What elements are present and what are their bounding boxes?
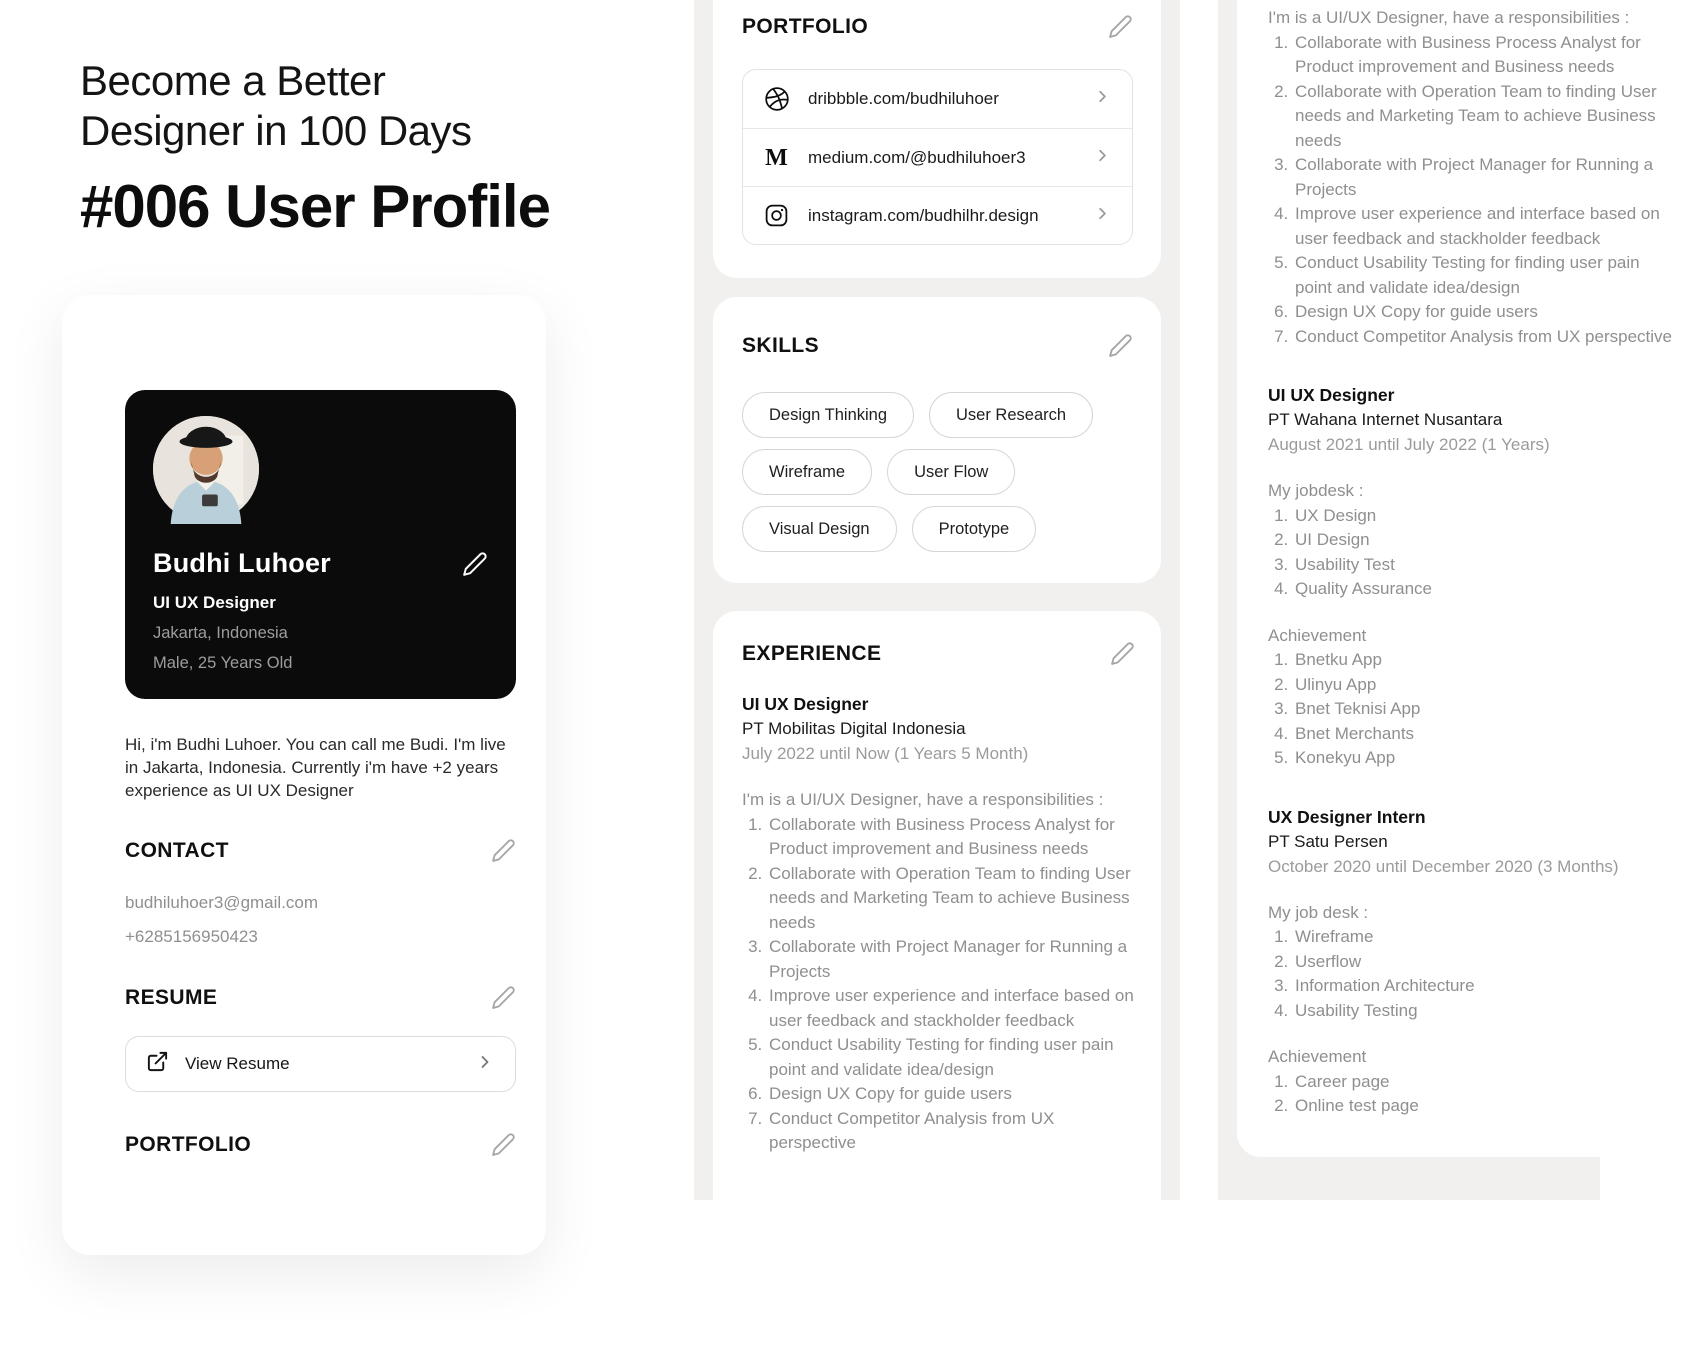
list-item: 1. Bnetku App	[1293, 648, 1677, 673]
list-item: 5. Conduct Usability Testing for finding user pain point and validate idea/design	[1293, 251, 1677, 300]
list-item: 2. Collaborate with Operation Team to finding User needs and Marketing Team to achieve Business needs	[1293, 80, 1677, 154]
skills-pill-list	[742, 392, 1134, 552]
achievement-label: Achievement	[1268, 1047, 1367, 1066]
skill-pill: Design Thinking	[742, 392, 914, 438]
medium-icon: M	[765, 144, 788, 171]
portfolio-link-url: medium.com/@budhiluhoer3	[808, 147, 1026, 167]
instagram-icon	[763, 203, 790, 228]
list-item: 2. UI Design	[1293, 528, 1677, 553]
list-item: 1. Career page	[1293, 1070, 1677, 1095]
job-entry	[1268, 383, 1677, 771]
portfolio-link[interactable]	[743, 186, 1132, 244]
job-period: October 2020 until December 2020 (3 Months)	[1268, 856, 1619, 876]
list-item: 2. Userflow	[1293, 950, 1677, 975]
chevron-right-icon	[1093, 87, 1112, 111]
job-period: July 2022 until Now (1 Years 5 Month)	[742, 744, 1029, 763]
chevron-right-icon	[1093, 146, 1112, 170]
portfolio-left-heading: PORTFOLIO	[125, 1132, 252, 1156]
profile-name: Budhi Luhoer	[153, 548, 331, 578]
edit-portfolio-pencil-icon[interactable]	[1108, 14, 1133, 39]
external-link-icon	[146, 1050, 169, 1078]
list-item: 4. Bnet Merchants	[1293, 722, 1677, 747]
list-item: 3. Collaborate with Project Manager for Running a Projects	[767, 935, 1135, 984]
resume-heading: RESUME	[125, 985, 218, 1009]
edit-experience-pencil-icon[interactable]	[1110, 641, 1135, 666]
list-item: 6. Design UX Copy for guide users	[767, 1082, 1135, 1107]
list-item: 3. Usability Test	[1293, 553, 1677, 578]
list-item: 2. Online test page	[1293, 1094, 1677, 1119]
dribbble-icon	[763, 86, 790, 112]
skill-pill: Wireframe	[742, 449, 872, 495]
skill-pill: Visual Design	[742, 506, 897, 552]
jobdesk-list	[1268, 504, 1677, 602]
avatar	[153, 416, 259, 522]
portfolio-heading: PORTFOLIO	[742, 14, 869, 38]
list-item: 3. Information Architecture	[1293, 974, 1677, 999]
jobdesk-list	[1268, 925, 1677, 1023]
job-title: UI UX Designer	[1268, 385, 1395, 405]
list-item: 1. Collaborate with Business Process Analyst for Product improvement and Business needs	[1293, 31, 1677, 80]
experience-continued-card	[1237, 0, 1697, 1157]
page-subtitle: #006 User Profile	[80, 173, 550, 240]
portfolio-link[interactable]	[743, 128, 1132, 186]
list-item: 6. Design UX Copy for guide users	[1293, 300, 1677, 325]
job-responsibilities	[1268, 31, 1677, 350]
portfolio-link-url: instagram.com/budhilhr.design	[808, 205, 1039, 225]
portfolio-card	[713, 0, 1161, 278]
achievement-label: Achievement	[1268, 625, 1367, 645]
intro-block	[80, 56, 550, 241]
job-summary: I'm is a UI/UX Designer, have a responsibilities :	[1268, 8, 1630, 27]
list-item: 4. Quality Assurance	[1293, 577, 1677, 602]
job-responsibilities	[742, 813, 1135, 1156]
portfolio-link[interactable]	[743, 70, 1132, 128]
portfolio-links-list	[742, 69, 1133, 245]
list-item: 4. Improve user experience and interface based on user feedback and stackholder feedback	[767, 984, 1135, 1033]
job-title: UI UX Designer	[742, 694, 869, 714]
contact-email: budhiluhoer3@gmail.com	[125, 893, 319, 912]
portfolio-link-url: dribbble.com/budhiluhoer	[808, 89, 999, 108]
chevron-right-icon	[1093, 204, 1112, 228]
job-entry	[1268, 805, 1677, 1119]
list-item: 2. Ulinyu App	[1293, 673, 1677, 698]
contact-heading: CONTACT	[125, 838, 229, 862]
list-item: 5. Conduct Usability Testing for finding user pain point and validate idea/design	[767, 1033, 1135, 1082]
experience-card	[713, 611, 1161, 1371]
job-company: PT Satu Persen	[1268, 831, 1388, 851]
skill-pill: User Research	[929, 392, 1093, 438]
view-resume-label: View Resume	[185, 1054, 290, 1073]
list-item: 3. Collaborate with Project Manager for Running a Projects	[1293, 153, 1677, 202]
skill-pill: User Flow	[887, 449, 1015, 495]
job-summary: I'm is a UI/UX Designer, have a responsibilities :	[742, 790, 1104, 809]
job-period: August 2021 until July 2022 (1 Years)	[1268, 435, 1550, 454]
list-item: 4. Improve user experience and interface based on user feedback and stackholder feedback	[1293, 202, 1677, 251]
achievement-list	[1268, 1070, 1677, 1119]
jobdesk-label: My jobdesk :	[1268, 481, 1364, 500]
list-item: 3. Bnet Teknisi App	[1293, 697, 1677, 722]
job-entry	[742, 692, 1135, 1156]
edit-skills-pencil-icon[interactable]	[1108, 333, 1133, 358]
chevron-right-icon	[475, 1052, 495, 1077]
middle-panel	[694, 0, 1180, 1200]
profile-role: UI UX Designer	[153, 593, 276, 612]
profile-location: Jakarta, Indonesia	[153, 624, 288, 642]
experience-heading: EXPERIENCE	[742, 641, 882, 665]
edit-portfolio-left-pencil-icon[interactable]	[491, 1132, 516, 1157]
list-item: 7. Conduct Competitor Analysis from UX perspective	[767, 1107, 1135, 1156]
edit-resume-pencil-icon[interactable]	[491, 985, 516, 1010]
list-item: 1. Collaborate with Business Process Analyst for Product improvement and Business needs	[767, 813, 1135, 862]
skill-pill: Prototype	[912, 506, 1037, 552]
right-panel	[1218, 0, 1672, 1200]
page-title-line2: Designer in 100 Days	[80, 107, 472, 154]
list-item: 1. UX Design	[1293, 504, 1677, 529]
edit-profile-pencil-icon[interactable]	[462, 551, 488, 577]
skills-heading: SKILLS	[742, 333, 820, 357]
profile-bio: Hi, i'm Budhi Luhoer. You can call me Budi. I'm live in Jakarta, Indonesia. Currently i'm have +2 years experience as UI UX Designer	[125, 735, 506, 800]
job-company: PT Mobilitas Digital Indonesia	[742, 719, 966, 738]
view-resume-button[interactable]	[125, 1036, 516, 1092]
contact-phone: +6285156950423	[125, 927, 258, 946]
job-title: UX Designer Intern	[1268, 806, 1426, 827]
achievement-list	[1268, 648, 1677, 771]
list-item: 1. Wireframe	[1293, 925, 1677, 950]
list-item: 4. Usability Testing	[1293, 999, 1677, 1024]
page-title-line1: Become a Better	[80, 57, 386, 104]
skills-card	[713, 297, 1161, 583]
jobdesk-label: My job desk :	[1268, 902, 1369, 922]
list-item: 2. Collaborate with Operation Team to finding User needs and Marketing Team to achieve Business needs	[767, 862, 1135, 936]
profile-demographics: Male, 25 Years Old	[153, 654, 293, 672]
profile-screen-card	[62, 295, 546, 1255]
list-item: 7. Conduct Competitor Analysis from UX perspective	[1293, 325, 1677, 350]
list-item: 5. Konekyu App	[1293, 746, 1677, 771]
profile-header-card	[125, 390, 516, 699]
edit-contact-pencil-icon[interactable]	[491, 838, 516, 863]
job-company: PT Wahana Internet Nusantara	[1268, 410, 1503, 429]
